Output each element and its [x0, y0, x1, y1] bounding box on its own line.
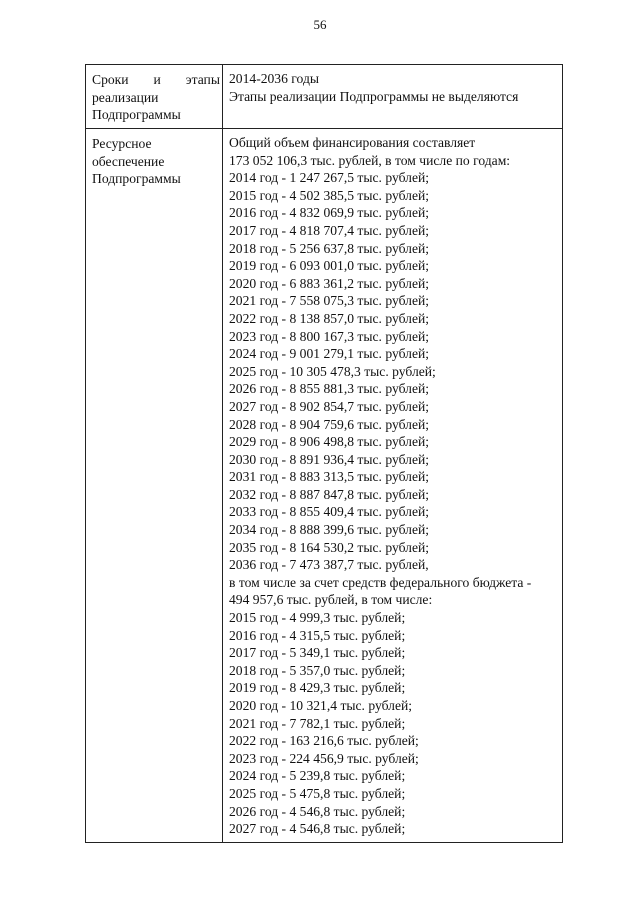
funding-year-line: 2014 год - 1 247 267,5 тыс. рублей; — [229, 170, 430, 186]
page-number: 56 — [313, 17, 327, 32]
federal-funding-year-line: 2019 год - 8 429,3 тыс. рублей; — [229, 680, 406, 696]
funding-year-line: 2032 год - 8 887 847,8 тыс. рублей; — [229, 486, 430, 502]
terms-value-cell — [223, 65, 563, 129]
funding-year-line: 2016 год - 4 832 069,9 тыс. рублей; — [229, 205, 430, 221]
funding-year-line: 2024 год - 9 001 279,1 тыс. рублей; — [229, 346, 430, 362]
federal-funding-year-line: 2020 год - 10 321,4 тыс. рублей; — [229, 698, 413, 713]
funding-year-line: 2019 год - 6 093 001,0 тыс. рублей; — [229, 258, 430, 274]
federal-funding-year-line: 2016 год - 4 315,5 тыс. рублей; — [229, 627, 406, 643]
resources-row — [86, 129, 563, 843]
terms-period: 2014-2036 годы — [229, 71, 319, 86]
resources-value-cell — [223, 129, 563, 843]
subprogram-passport-table — [85, 64, 563, 843]
funding-year-line: 2035 год - 8 164 530,2 тыс. рублей; — [229, 539, 430, 555]
terms-label-line-1: Сроки и этапы — [92, 72, 220, 87]
federal-intro-line-1: в том числе за счет средств федерального бюджета - — [229, 574, 532, 590]
funding-year-line: 2025 год - 10 305 478,3 тыс. рублей; — [229, 363, 436, 379]
federal-funding-year-line: 2021 год - 7 782,1 тыс. рублей; — [229, 715, 406, 731]
funding-intro-line-2: 173 052 106,3 тыс. рублей, в том числе по годам: — [229, 152, 511, 168]
funding-year-line: 2023 год - 8 800 167,3 тыс. рублей; — [229, 328, 430, 344]
federal-funding-year-line: 2015 год - 4 999,3 тыс. рублей; — [229, 610, 406, 626]
funding-year-line: 2034 год - 8 888 399,6 тыс. рублей; — [229, 522, 430, 538]
resources-label-cell — [86, 129, 223, 843]
resources-label-line-2: обеспечение — [92, 153, 165, 169]
funding-year-line: 2022 год - 8 138 857,0 тыс. рублей; — [229, 310, 430, 326]
funding-year-line: 2036 год - 7 473 387,7 тыс. рублей, — [229, 557, 429, 573]
funding-year-line: 2018 год - 5 256 637,8 тыс. рублей; — [229, 240, 430, 256]
terms-stages-note: Этапы реализации Подпрограммы не выделяются — [229, 88, 519, 104]
funding-year-line: 2021 год - 7 558 075,3 тыс. рублей; — [229, 293, 430, 309]
federal-funding-year-line: 2023 год - 224 456,9 тыс. рублей; — [229, 750, 419, 766]
funding-year-line: 2029 год - 8 906 498,8 тыс. рублей; — [229, 434, 430, 450]
federal-funding-year-line: 2026 год - 4 546,8 тыс. рублей; — [229, 803, 406, 819]
funding-intro-line-1: Общий объем финансирования составляет — [229, 135, 476, 150]
funding-by-year-list — [229, 169, 558, 574]
federal-funding-year-line: 2018 год - 5 357,0 тыс. рублей; — [229, 662, 406, 678]
federal-funding-year-line: 2017 год - 5 349,1 тыс. рублей; — [229, 645, 406, 661]
funding-year-line: 2015 год - 4 502 385,5 тыс. рублей; — [229, 187, 430, 203]
funding-year-line: 2028 год - 8 904 759,6 тыс. рублей; — [229, 416, 430, 432]
funding-year-line: 2030 год - 8 891 936,4 тыс. рублей; — [229, 451, 430, 467]
funding-year-line: 2031 год - 8 883 313,5 тыс. рублей; — [229, 469, 430, 485]
funding-year-line: 2020 год - 6 883 361,2 тыс. рублей; — [229, 275, 430, 291]
resources-label-line-3: Подпрограммы — [92, 171, 181, 187]
federal-funding-year-line: 2024 год - 5 239,8 тыс. рублей; — [229, 768, 406, 784]
federal-funding-year-line: 2027 год - 4 546,8 тыс. рублей; — [229, 821, 406, 837]
funding-year-line: 2026 год - 8 855 881,3 тыс. рублей; — [229, 381, 430, 397]
federal-funding-by-year-list — [229, 609, 558, 838]
resources-label-line-1: Ресурсное — [92, 136, 152, 151]
federal-budget-intro — [229, 574, 558, 609]
federal-funding-year-line: 2022 год - 163 216,6 тыс. рублей; — [229, 733, 419, 749]
terms-label-cell — [86, 65, 223, 129]
federal-funding-year-line: 2025 год - 5 475,8 тыс. рублей; — [229, 785, 406, 801]
funding-year-line: 2027 год - 8 902 854,7 тыс. рублей; — [229, 398, 430, 414]
terms-label-line-3: Подпрограммы — [92, 107, 181, 123]
terms-row — [86, 65, 563, 129]
funding-year-line: 2017 год - 4 818 707,4 тыс. рублей; — [229, 222, 430, 238]
funding-year-line: 2033 год - 8 855 409,4 тыс. рублей; — [229, 504, 430, 520]
terms-label-line-2: реализации — [92, 89, 159, 105]
federal-intro-line-2: 494 957,6 тыс. рублей, в том числе: — [229, 592, 433, 608]
